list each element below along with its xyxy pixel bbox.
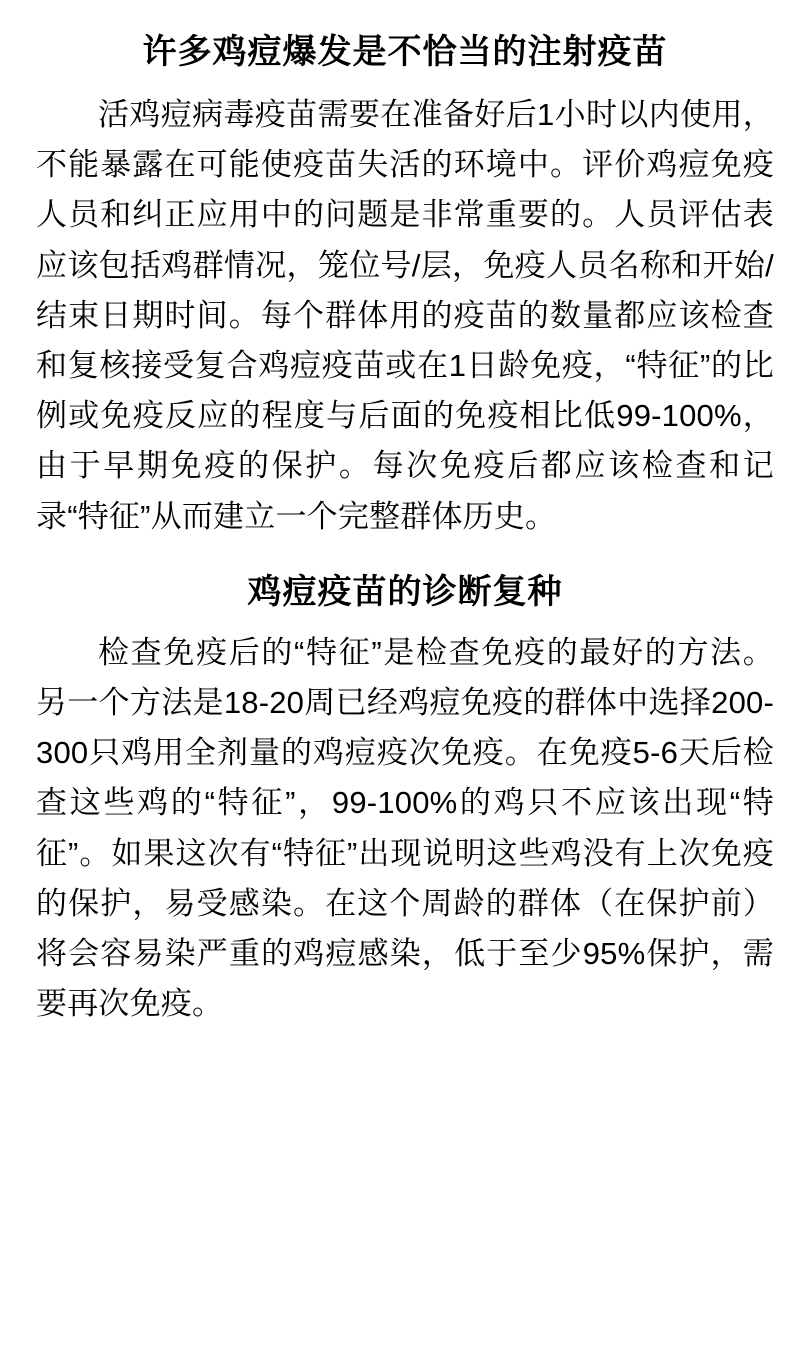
page-title: 许多鸡痘爆发是不恰当的注射疫苗: [142, 33, 668, 71]
section-heading-2: 鸡痘疫苗的诊断复种: [247, 572, 563, 611]
body-paragraph-1: 活鸡痘病毒疫苗需要在准备好后1小时以内使用，不能暴露在可能使疫苗失活的环境中。评价鸡痘免疫人员和纠正应用中的问题是非常重要的。人员评估表应该包括鸡群情况，笼位号/层，免疫人员名称和开始/结束日期时间。每个群体用的疫苗的数量都应该检查和复核接受复合鸡痘疫苗或在1日龄免疫，“特征”的比例或免疫反应的程度与后面的免疫相比低99-100%，由于早期免疫的保护。每次免疫后都应该检查和记录“特征”从而建立一个完整群体历史。: [36, 96, 774, 534]
body-paragraph-2: 检查免疫后的“特征”是检查免疫的最好的方法。另一个方法是18-20周已经鸡痘免疫的群体中选择200-300只鸡用全剂量的鸡痘疫次免疫。在免疫5-6天后检查这些鸡的“特征”，99-100%的鸡只不应该出现“特征”。如果这次有“特征”出现说明这些鸡没有上次免疫的保护，易受感染。在这个周龄的群体（在保护前）将会容易染严重的鸡痘感染，低于至少95%保护，需要再次免疫。: [36, 634, 774, 1022]
